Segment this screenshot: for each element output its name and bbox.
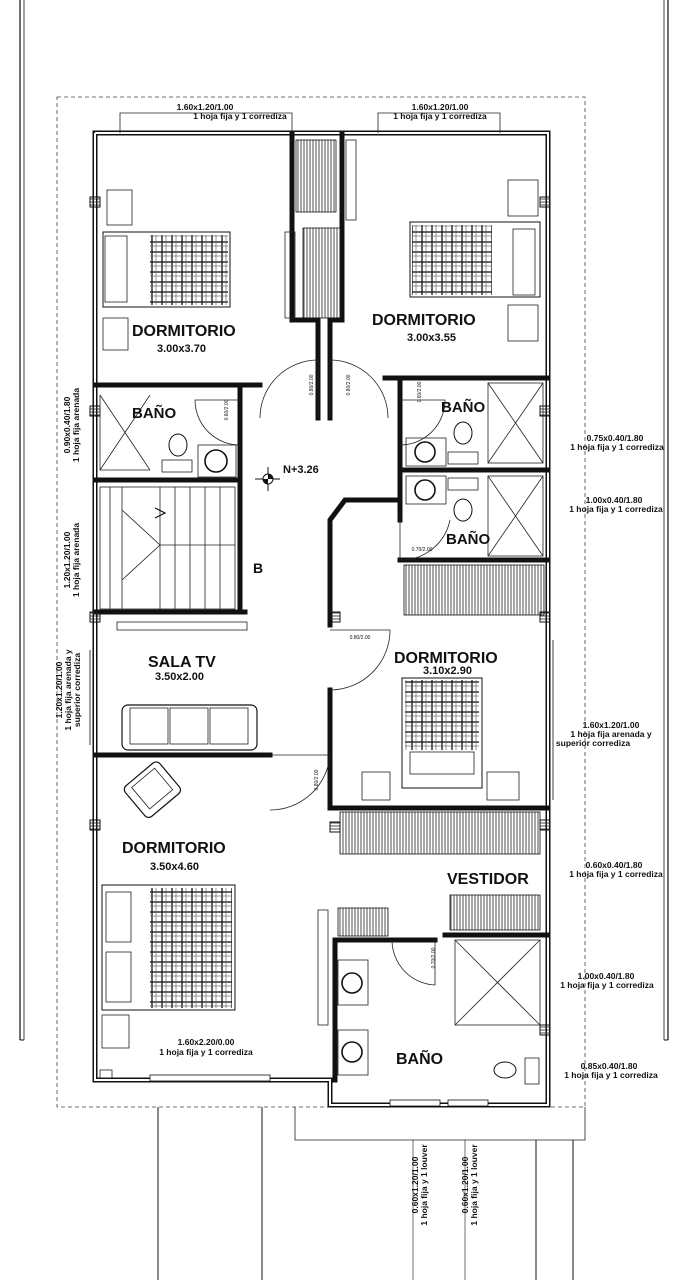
door-1-label: 0.80/2.00 — [309, 374, 315, 396]
win-right-1-desc: 1 hoja fija y 1 corrediza — [570, 442, 664, 452]
win-top-right-desc: 1 hoja fija y 1 corrediza — [393, 111, 487, 121]
win-bottom-2-desc: 1 hoja fija y 1 louver — [469, 1144, 479, 1226]
win-right-3-size: 1.60x1.20/1.00 — [582, 720, 640, 730]
win-right-2-desc: 1 hoja fija y 1 corrediza — [569, 504, 663, 514]
bed-dorm3 — [362, 678, 519, 800]
sala-size: 3.50x2.00 — [155, 671, 204, 683]
bano2-name: BAÑO — [441, 399, 486, 416]
door-3-label: 0.60/2.00 — [224, 399, 230, 421]
win-left-3-size: 1.20x1.20/1.00 — [54, 661, 64, 719]
dorm3-size: 3.10x2.90 — [423, 665, 472, 677]
win-right-6-size: 0.85x0.40/1.80 — [580, 1061, 638, 1071]
win-right-5-desc: 1 hoja fija y 1 corrediza — [560, 980, 654, 990]
win-right-4-desc: 1 hoja fija y 1 corrediza — [569, 869, 663, 879]
win-left-1-desc: 1 hoja fija arenada — [71, 387, 81, 463]
door-notes — [224, 374, 437, 968]
win-right-5-size: 1.00x0.40/1.80 — [577, 971, 635, 981]
win-top-left-desc: 1 hoja fija y 1 corrediza — [193, 111, 287, 121]
door-8-label: 0.70/2.00 — [431, 947, 437, 969]
dorm1-name: DORMITORIO — [132, 323, 236, 340]
door-7-label: 0.80/2.00 — [314, 769, 320, 791]
win-bottom-left-size: 1.60x2.20/0.00 — [177, 1037, 235, 1047]
win-right-3-desc2: superior corrediza — [555, 738, 631, 748]
level-marker — [255, 464, 319, 491]
win-left-1-size: 0.90x0.40/1.80 — [62, 396, 72, 454]
door-4-label: 0.60/2.00 — [417, 381, 423, 403]
sala-name: SALA TV — [148, 654, 216, 671]
door-5-label: 0.70/2.00 — [411, 547, 433, 553]
dorm4-name: DORMITORIO — [122, 840, 226, 857]
win-left-3-desc1: 1 hoja fija arenada y — [63, 649, 73, 731]
dorm2-name: DORMITORIO — [372, 312, 476, 329]
door-2-label: 0.80/2.00 — [346, 374, 352, 396]
win-right-2-size: 1.00x0.40/1.80 — [585, 495, 643, 505]
win-right-3-desc1: 1 hoja fija arenada y — [570, 729, 652, 739]
win-right-1-size: 0.75x0.40/1.80 — [586, 433, 644, 443]
dorm3-name: DORMITORIO — [394, 650, 498, 667]
win-bottom-left-desc: 1 hoja fija y 1 corrediza — [159, 1047, 253, 1057]
win-bottom-2-size: 0.60x1.20/1.00 — [460, 1156, 470, 1214]
stair-mark: B — [253, 560, 264, 576]
win-bottom-1-size: 0.60x1.20/1.00 — [410, 1156, 420, 1214]
stairs — [100, 487, 247, 630]
door-6-label: 0.80/2.00 — [349, 635, 371, 641]
bano3-name: BAÑO — [446, 531, 491, 548]
sofa — [122, 705, 257, 750]
win-right-6-desc: 1 hoja fija y 1 corrediza — [564, 1070, 658, 1080]
dorm4-size: 3.50x4.60 — [150, 861, 199, 873]
win-top-right-size: 1.60x1.20/1.00 — [411, 102, 469, 112]
win-left-2-desc: 1 hoja fija arenada — [71, 522, 81, 598]
dorm1-size: 3.00x3.70 — [157, 343, 206, 355]
win-bottom-1-desc: 1 hoja fija y 1 louver — [419, 1144, 429, 1226]
bed-dorm4 — [102, 885, 235, 1048]
level-label: N+3.26 — [283, 464, 319, 476]
dorm2-size: 3.00x3.55 — [407, 332, 456, 344]
bano1-name: BAÑO — [132, 405, 177, 422]
win-top-left-size: 1.60x1.20/1.00 — [176, 102, 234, 112]
win-left-3-desc2: superior corrediza — [72, 652, 82, 728]
bano4-name: BAÑO — [396, 1051, 444, 1068]
win-right-4-size: 0.60x0.40/1.80 — [585, 860, 643, 870]
vestidor-name: VESTIDOR — [447, 871, 529, 888]
armchair — [122, 760, 182, 820]
win-left-2-size: 1.20x1.20/1.00 — [62, 531, 72, 589]
